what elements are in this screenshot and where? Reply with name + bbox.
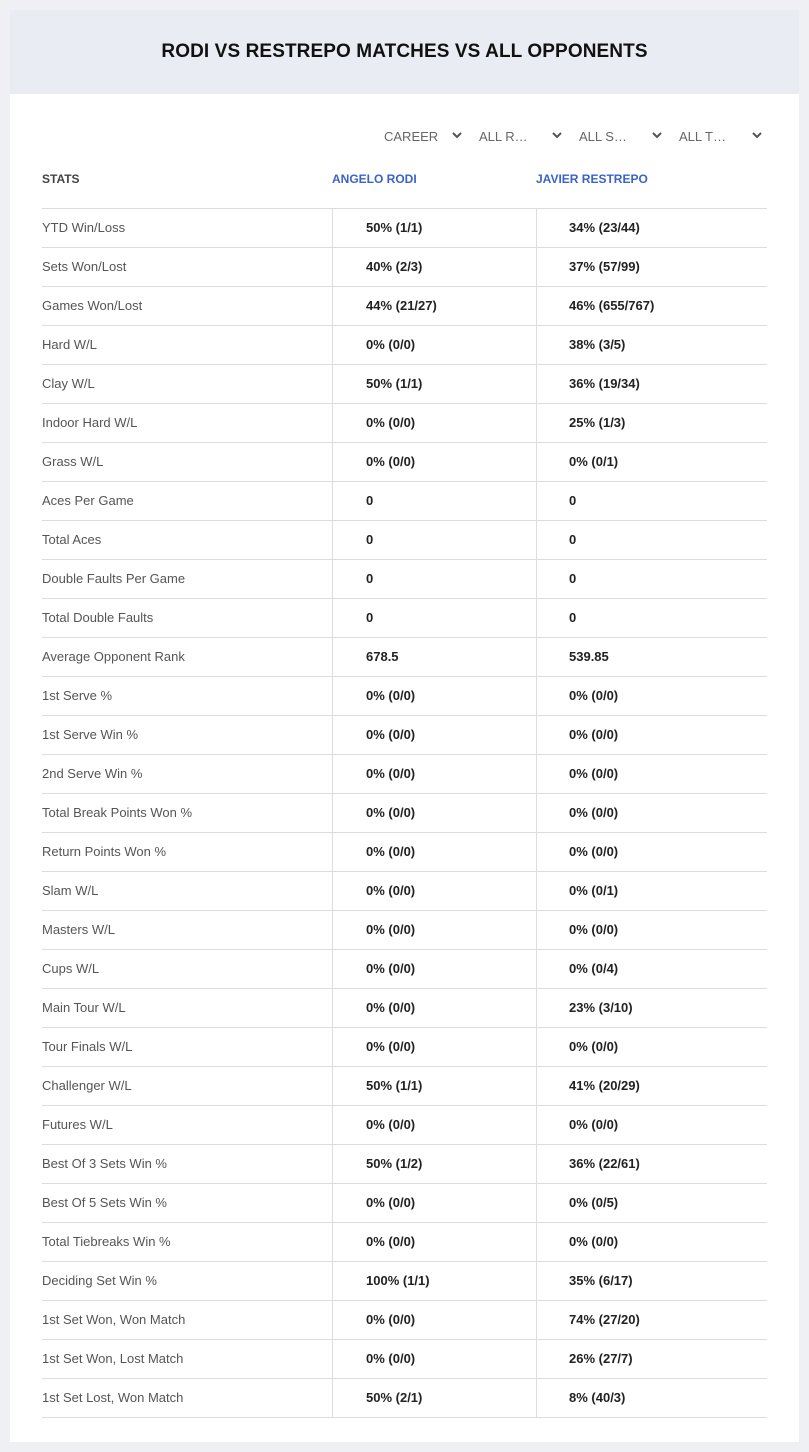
player2-stat-value: 8% (40/3) — [536, 1379, 767, 1417]
player2-stat-value: 0% (0/0) — [536, 911, 767, 949]
player2-stat-value: 0 — [536, 482, 767, 520]
player1-stat-value: 0% (0/0) — [332, 716, 536, 754]
player1-stat-value: 0% (0/0) — [332, 1340, 536, 1378]
table-row — [42, 560, 767, 599]
card-header — [10, 10, 799, 94]
filter-period-select[interactable] — [384, 124, 464, 148]
player2-stat-value: 38% (3/5) — [536, 326, 767, 364]
player2-stat-value: 0% (0/4) — [536, 950, 767, 988]
player2-link[interactable]: JAVIER RESTREPO — [536, 172, 648, 186]
player1-stat-value: 50% (1/2) — [332, 1145, 536, 1183]
player1-stat-value: 0 — [332, 560, 536, 598]
player2-stat-value: 0% (0/1) — [536, 872, 767, 910]
player2-stat-value: 25% (1/3) — [536, 404, 767, 442]
stat-label: Average Opponent Rank — [42, 649, 185, 664]
player1-stat-value: 0% (0/0) — [332, 677, 536, 715]
table-row — [42, 872, 767, 911]
player1-stat-value: 0% (0/0) — [332, 794, 536, 832]
filter-label: ALL S… — [579, 128, 627, 144]
player1-link[interactable]: ANGELO RODI — [332, 172, 417, 186]
table-row — [42, 1067, 767, 1106]
stat-label: Slam W/L — [42, 883, 99, 898]
player2-stat-value: 74% (27/20) — [536, 1301, 767, 1339]
table-row — [42, 1028, 767, 1067]
player2-stat-value: 0% (0/0) — [536, 677, 767, 715]
player1-stat-value: 678.5 — [332, 638, 536, 676]
page-title: RODI VS RESTREPO MATCHES VS ALL OPPONENTS — [161, 41, 648, 62]
filter-round-select[interactable] — [479, 124, 564, 148]
player2-stat-value: 36% (22/61) — [536, 1145, 767, 1183]
stat-label: Masters W/L — [42, 922, 115, 937]
stat-label: Total Break Points Won % — [42, 805, 193, 820]
table-row — [42, 989, 767, 1028]
stat-label: 2nd Serve Win % — [42, 766, 143, 781]
stat-label: Indoor Hard W/L — [42, 415, 138, 430]
player2-stat-value: 0 — [536, 521, 767, 559]
player1-stat-value: 0% (0/0) — [332, 1223, 536, 1261]
stat-label: Total Tiebreaks Win % — [42, 1234, 171, 1249]
table-row — [42, 443, 767, 482]
chevron-down-icon — [550, 128, 564, 142]
player1-stat-value: 50% (1/1) — [332, 365, 536, 403]
stat-label: Tour Finals W/L — [42, 1039, 133, 1054]
player2-stat-value: 26% (27/7) — [536, 1340, 767, 1378]
filter-surface-select[interactable] — [579, 124, 664, 148]
player1-stat-value: 50% (2/1) — [332, 1379, 536, 1417]
player1-stat-value: 100% (1/1) — [332, 1262, 536, 1300]
stat-label: Best Of 5 Sets Win % — [42, 1195, 167, 1210]
player1-stat-value: 0% (0/0) — [332, 1184, 536, 1222]
table-row — [42, 1145, 767, 1184]
player1-stat-value: 0% (0/0) — [332, 1106, 536, 1144]
table-row — [42, 248, 767, 287]
stat-label: Cups W/L — [42, 961, 100, 976]
player2-stat-value: 23% (3/10) — [536, 989, 767, 1027]
column-headers — [42, 170, 767, 208]
table-row — [42, 365, 767, 404]
player1-stat-value: 50% (1/1) — [332, 209, 536, 247]
stat-label: Grass W/L — [42, 454, 104, 469]
stat-label: YTD Win/Loss — [42, 220, 126, 235]
table-row — [42, 1106, 767, 1145]
stats-card — [10, 10, 799, 1442]
player1-stat-value: 0% (0/0) — [332, 1301, 536, 1339]
player2-stat-value: 37% (57/99) — [536, 248, 767, 286]
filter-tournament-select[interactable] — [679, 124, 764, 148]
player2-stat-value: 0 — [536, 599, 767, 637]
table-row — [42, 677, 767, 716]
table-row — [42, 833, 767, 872]
player2-stat-value: 0% (0/0) — [536, 716, 767, 754]
filter-bar — [10, 124, 799, 148]
table-row — [42, 404, 767, 443]
player1-stat-value: 50% (1/1) — [332, 1067, 536, 1105]
player2-stat-value: 0% (0/0) — [536, 794, 767, 832]
table-row — [42, 950, 767, 989]
table-row — [42, 1340, 767, 1379]
player1-stat-value: 0% (0/0) — [332, 326, 536, 364]
player1-stat-value: 0% (0/0) — [332, 755, 536, 793]
player1-stat-value: 0% (0/0) — [332, 872, 536, 910]
player1-stat-value: 44% (21/27) — [332, 287, 536, 325]
table-row — [42, 638, 767, 677]
stat-label: 1st Set Lost, Won Match — [42, 1390, 184, 1405]
table-row — [42, 716, 767, 755]
filter-label: CAREER — [384, 128, 439, 144]
filter-label: ALL T… — [679, 128, 726, 144]
stat-label: 1st Serve % — [42, 688, 113, 703]
player1-stat-value: 0% (0/0) — [332, 1028, 536, 1066]
table-row — [42, 755, 767, 794]
player2-stat-value: 0% (0/5) — [536, 1184, 767, 1222]
player1-stat-value: 40% (2/3) — [332, 248, 536, 286]
player2-stat-value: 0% (0/1) — [536, 443, 767, 481]
chevron-down-icon — [450, 128, 464, 142]
player1-stat-value: 0 — [332, 521, 536, 559]
table-row — [42, 1301, 767, 1340]
player1-stat-value: 0% (0/0) — [332, 443, 536, 481]
player2-stat-value: 0% (0/0) — [536, 1223, 767, 1261]
stat-label: Total Aces — [42, 532, 102, 547]
stat-label: Main Tour W/L — [42, 1000, 126, 1015]
player1-stat-value: 0% (0/0) — [332, 989, 536, 1027]
player1-stat-value: 0 — [332, 599, 536, 637]
stat-label: Aces Per Game — [42, 493, 134, 508]
stats-table — [42, 208, 767, 1418]
player2-stat-value: 41% (20/29) — [536, 1067, 767, 1105]
stat-label: Return Points Won % — [42, 844, 167, 859]
player1-stat-value: 0% (0/0) — [332, 404, 536, 442]
chevron-down-icon — [750, 128, 764, 142]
table-row — [42, 911, 767, 950]
stat-label: 1st Set Won, Won Match — [42, 1312, 186, 1327]
table-row — [42, 1262, 767, 1301]
filter-label: ALL R… — [479, 128, 528, 144]
player2-stat-value: 36% (19/34) — [536, 365, 767, 403]
player1-stat-value: 0% (0/0) — [332, 833, 536, 871]
table-row — [42, 1223, 767, 1262]
player2-stat-value: 34% (23/44) — [536, 209, 767, 247]
stat-label: Sets Won/Lost — [42, 259, 127, 274]
stat-label: 1st Serve Win % — [42, 727, 139, 742]
table-row — [42, 209, 767, 248]
table-row — [42, 521, 767, 560]
player2-stat-value: 539.85 — [536, 638, 767, 676]
stat-label: Games Won/Lost — [42, 298, 143, 313]
stat-label: Clay W/L — [42, 376, 95, 391]
player2-stat-value: 46% (655/767) — [536, 287, 767, 325]
player1-stat-value: 0 — [332, 482, 536, 520]
stat-label: 1st Set Won, Lost Match — [42, 1351, 184, 1366]
player2-stat-value: 0 — [536, 560, 767, 598]
stat-label: Total Double Faults — [42, 610, 154, 625]
player1-stat-value: 0% (0/0) — [332, 911, 536, 949]
stat-label: Challenger W/L — [42, 1078, 132, 1093]
stat-label: Hard W/L — [42, 337, 97, 352]
stat-label: Futures W/L — [42, 1117, 113, 1132]
stat-label: Double Faults Per Game — [42, 571, 186, 586]
player2-stat-value: 0% (0/0) — [536, 755, 767, 793]
player1-stat-value: 0% (0/0) — [332, 950, 536, 988]
table-row — [42, 287, 767, 326]
player2-stat-value: 0% (0/0) — [536, 1106, 767, 1144]
stats-column-header: STATS — [42, 172, 80, 186]
stat-label: Best Of 3 Sets Win % — [42, 1156, 167, 1171]
chevron-down-icon — [650, 128, 664, 142]
player2-stat-value: 0% (0/0) — [536, 833, 767, 871]
table-row — [42, 1184, 767, 1223]
player2-stat-value: 0% (0/0) — [536, 1028, 767, 1066]
table-row — [42, 1379, 767, 1418]
table-row — [42, 482, 767, 521]
table-row — [42, 794, 767, 833]
table-row — [42, 599, 767, 638]
table-row — [42, 326, 767, 365]
stat-label: Deciding Set Win % — [42, 1273, 157, 1288]
player2-stat-value: 35% (6/17) — [536, 1262, 767, 1300]
